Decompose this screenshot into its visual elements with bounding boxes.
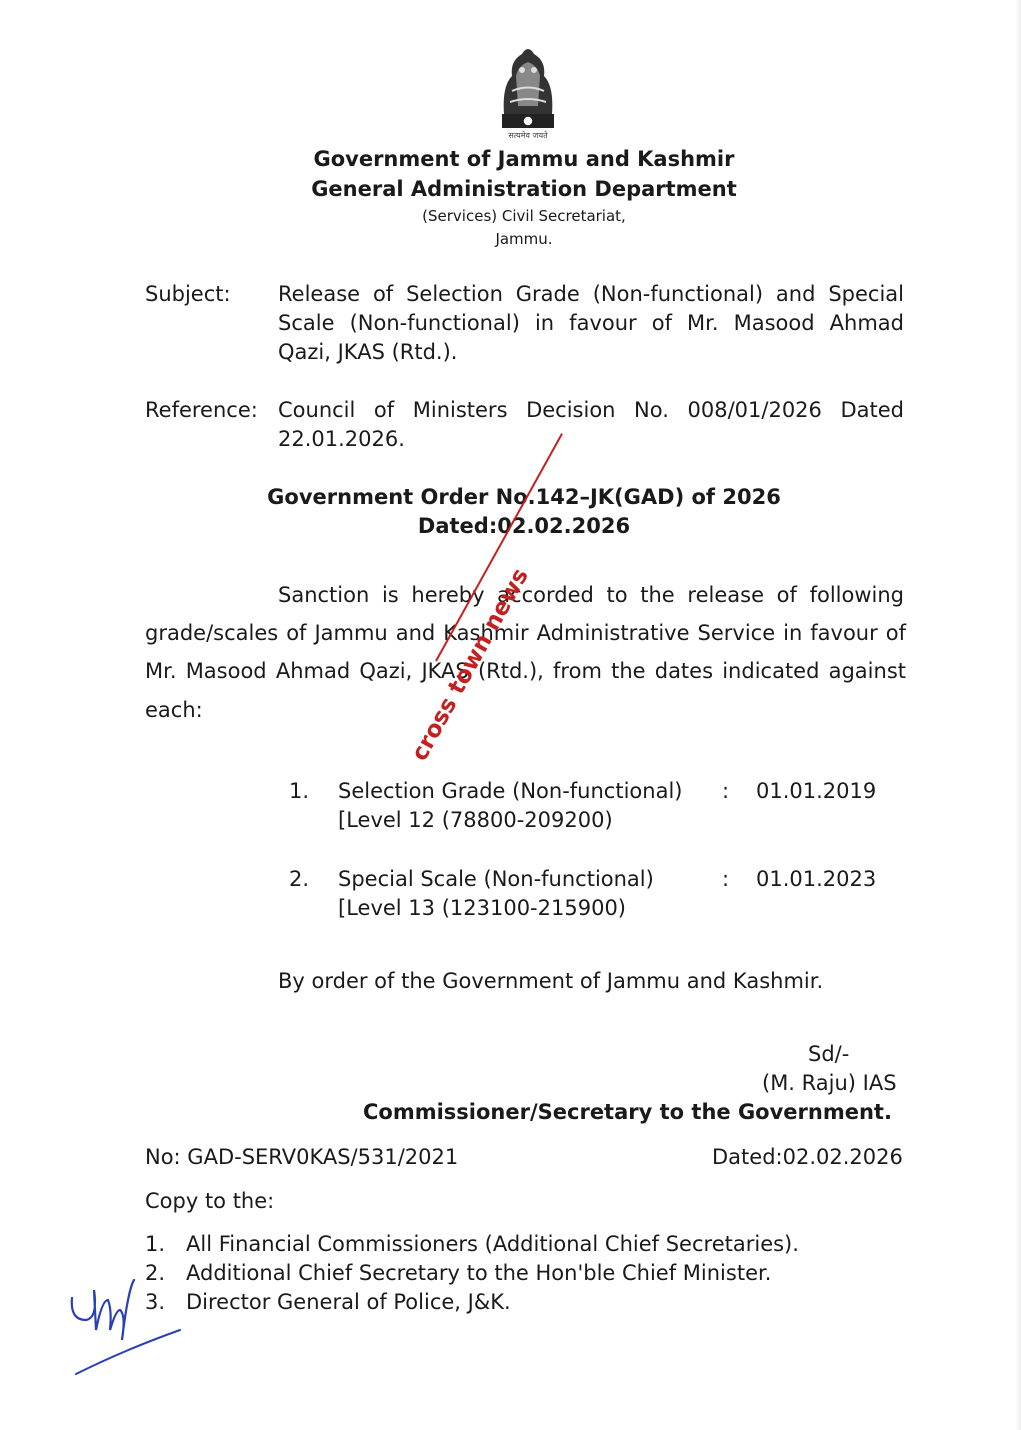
body-line-1: Sanction is hereby accorded to the release of following (278, 583, 904, 607)
copy-1-number: 1. (145, 1232, 166, 1256)
grade-1-level: [Level 12 (78800-209200) (338, 808, 613, 832)
header-department: General Administration Department (311, 177, 737, 201)
grade-2-colon: : (722, 867, 730, 891)
grade-1-date: 01.01.2019 (756, 779, 877, 803)
reference-line-2: 22.01.2026. (278, 427, 405, 451)
page-edge (1015, 0, 1021, 1430)
order-dated: Dated:02.02.2026 (417, 514, 631, 538)
reference-line-1: Council of Ministers Decision No. 008/01/2026 Dated (278, 398, 904, 422)
order-number: No: GAD-SERV0KAS/531/2021 (145, 1145, 459, 1169)
header-city: Jammu. (495, 230, 553, 248)
copy-2-text: Additional Chief Secretary to the Hon'ble Chief Minister. (186, 1261, 772, 1285)
grade-2-date: 01.01.2023 (756, 867, 877, 891)
body-line-2: grade/scales of Jammu and Kashmir Administrative Service in favour of (145, 621, 906, 645)
grade-2-level: [Level 13 (123100-215900) (338, 896, 626, 920)
signature-name: (M. Raju) IAS (762, 1071, 897, 1095)
body-line-3: Mr. Masood Ahmad Qazi, JKAS (Rtd.), from the dates indicated against (145, 659, 906, 683)
watermark-text: cross town news (406, 564, 534, 766)
subject-line-1: Release of Selection Grade (Non-functional) and Special (278, 282, 904, 306)
reference-label: Reference: (145, 398, 258, 422)
footer-dated: Dated:02.02.2026 (712, 1145, 903, 1169)
closing-text: By order of the Government of Jammu and Kashmir. (278, 969, 824, 993)
grade-1-number: 1. (289, 779, 310, 803)
national-emblem-icon (482, 36, 574, 144)
order-title: Government Order No.142–JK(GAD) of 2026 (267, 485, 781, 509)
signature-sd: Sd/- (808, 1042, 850, 1066)
signature-designation: Commissioner/Secretary to the Government. (363, 1100, 892, 1124)
grade-2-number: 2. (289, 867, 310, 891)
subject-line-2: Scale (Non-functional) in favour of Mr. Masood Ahmad (278, 311, 904, 335)
subject-label: Subject: (145, 282, 231, 306)
header-government: Government of Jammu and Kashmir (313, 147, 735, 171)
handwritten-initials (64, 1270, 184, 1380)
subject-line-3: Qazi, JKAS (Rtd.). (278, 340, 458, 364)
header-office: (Services) Civil Secretariat, (422, 207, 626, 225)
grade-2-name: Special Scale (Non-functional) (338, 867, 654, 891)
grade-1-colon: : (722, 779, 730, 803)
body-line-4: each: (145, 698, 203, 722)
copy-to-label: Copy to the: (145, 1189, 275, 1213)
emblem-motto: सत्यमेव जयते (508, 131, 548, 140)
copy-3-number: 3. (145, 1290, 166, 1314)
copy-3-text: Director General of Police, J&K. (186, 1290, 511, 1314)
copy-2-number: 2. (145, 1261, 166, 1285)
grade-1-name: Selection Grade (Non-functional) (338, 779, 683, 803)
copy-1-text: All Financial Commissioners (Additional Chief Secretaries). (186, 1232, 799, 1256)
